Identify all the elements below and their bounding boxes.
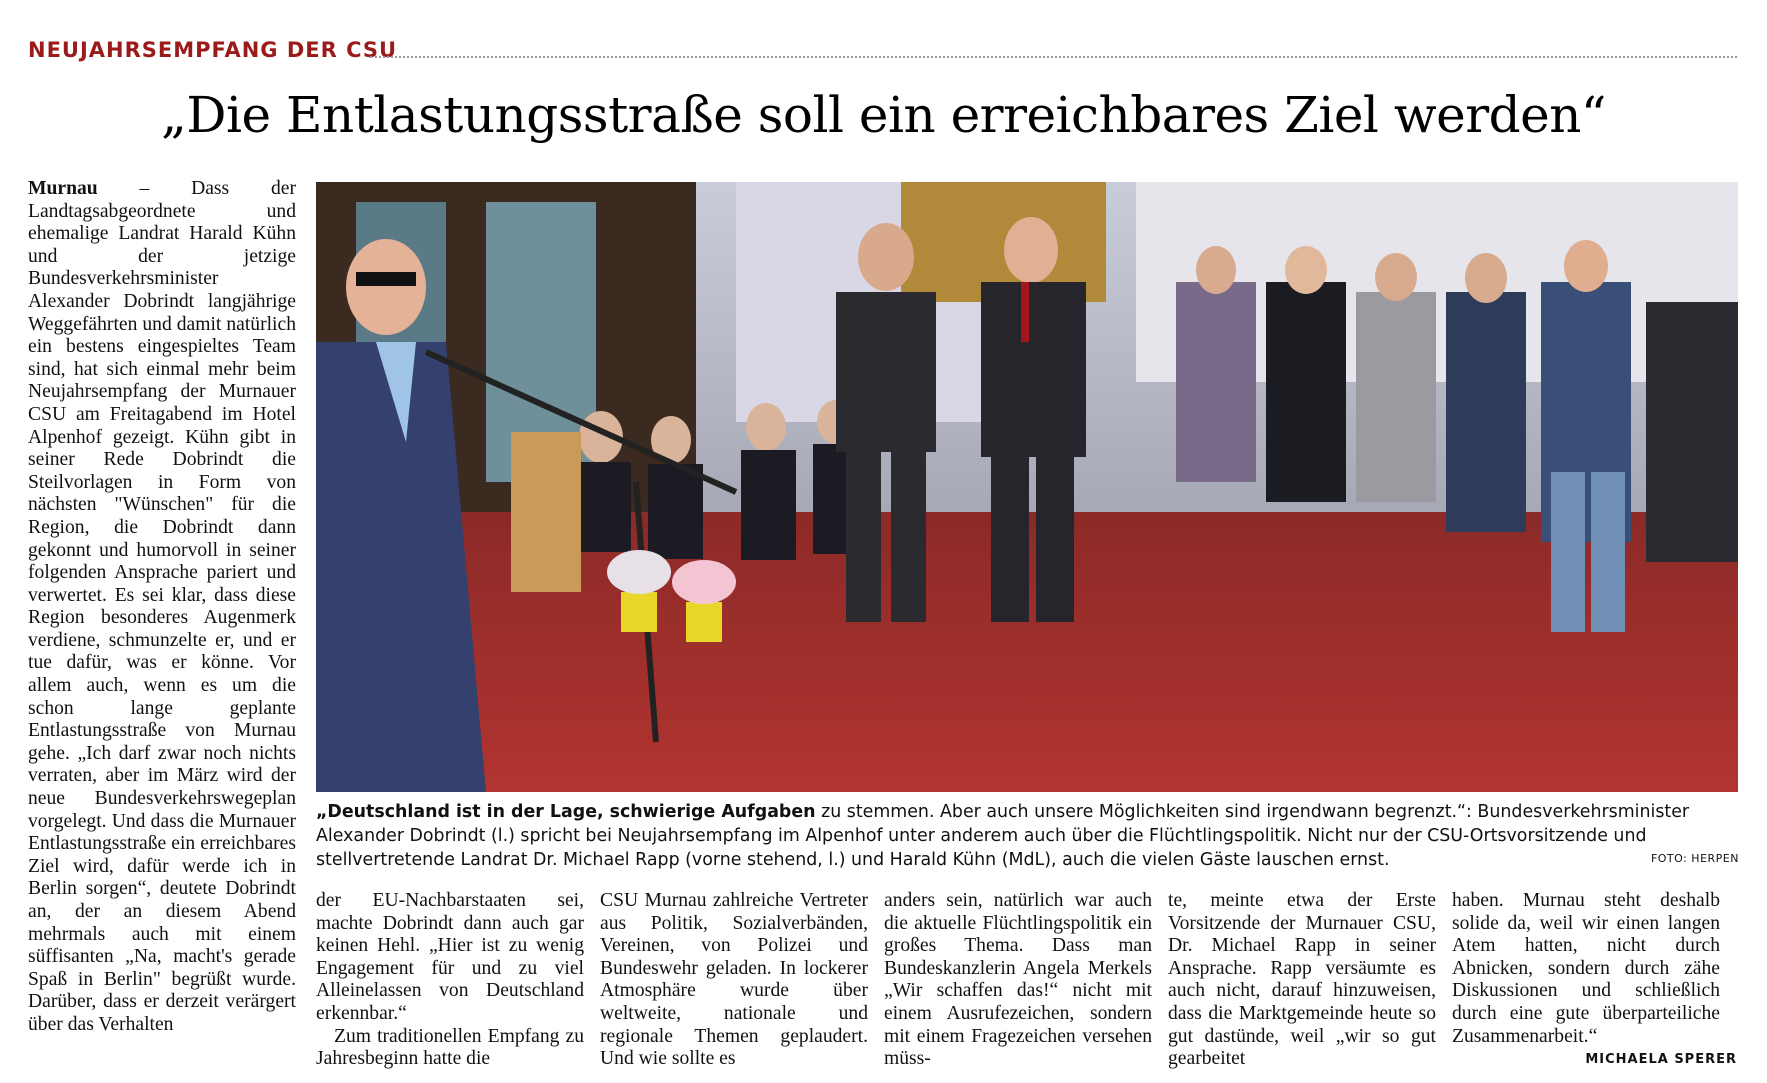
photo-credit: FOTO: HERPEN xyxy=(1650,852,1739,865)
column-5-text: te, meinte etwa der Erste Vorsitzende der Murnauer CSU, Dr. Michael Rapp in seiner Ansprache. Rapp versäumte es auch nicht, darauf hinzuweisen, dass die Marktgemeinde heute so gut dastünde, weil „wir so gut gearbeitet xyxy=(1168,890,1436,1070)
caption-quote: „Deutschland ist in der Lage, schwierige Aufgaben xyxy=(316,802,816,822)
article-column-2 xyxy=(316,890,584,1071)
photo-caption xyxy=(316,800,1738,872)
article-column-4 xyxy=(884,890,1152,1071)
column-4-text: anders sein, natürlich war auch die aktuelle Flüchtlingspolitik ein großes Thema. Dass man Bundeskanzlerin Angela Merkels „Wir schaffen das!“ nicht mit einem Ausrufezeichen, sondern mit einem Fragezeichen versehen müss- xyxy=(884,890,1152,1070)
dateline: Murnau xyxy=(28,178,98,199)
column-3-text: CSU Murnau zahlreiche Vertreter aus Politik, Sozialverbänden, Vereinen, von Polizei und Bundeswehr geladen. In lockerer Atmosphäre wurde über weltweite, nationale und regionale Themen geplaudert. Und wie sollte es xyxy=(600,890,868,1070)
kicker-rule xyxy=(370,56,1737,58)
caption-text: zu stemmen. Aber auch unsere Möglichkeiten sind irgendwann begrenzt.“: Bundesverkehrsminister Alexander Dobrindt (l.) spricht bei Neujahrsempfang im Alpenhof unter anderem auch über die Flüchtlingspolitik. Nicht nur der CSU-Ortsvorsitzende und stellvertretende Landrat Dr. Michael Rapp (vorne stehend, l.) und Harald Kühn (MdL), auch die vielen Gäste lauschen ernst. xyxy=(316,802,1690,870)
column-1-text: – Dass der Landtagsabgeordnete und ehemalige Landrat Harald Kühn und der jetzige Bundesverkehrsminister Alexander Dobrindt langjährige Weggefährten und damit natürlich ein bestens eingespieltes Team sind, hat sich einmal mehr beim Neujahrsempfang der Murnauer CSU am Freitagabend im Hotel Alpenhof gezeigt. Kühn gibt in seiner Rede Dobrindt die Steilvorlagen in Form von nächsten "Wünschen" für die Region, die Dobrindt dann gekonnt und humorvoll in seiner folgenden Ansprache pariert und verwertet. Es sei klar, dass diese Region besonderes Augenmerk verdiene, schmunzelte er, und er tue dafür, was er könne. Vor allem auch, wenn es um die schon lange geplante Entlastungsstraße von Murnau gehe. „Ich darf zwar noch nichts verraten, aber im März wird der neue Bundesverkehrswegeplan vorgelegt. Und dass die Murnauer Entlastungsstraße ein erreichbares Ziel wird, dafür werde ich in Berlin sorgen“, deutete Dobrindt an, der an diesem Abend mehrmals auch mit einem süffisanten „Na, macht's gerade Spaß in Berlin" begrüßt wurde. Darüber, dass er derzeit verärgert über das Verhalten xyxy=(28,178,296,1035)
column-2-para-2: Zum traditionellen Empfang zu Jahresbeginn hatte die xyxy=(316,1025,584,1070)
event-photo xyxy=(316,182,1738,792)
article-column-6 xyxy=(1452,890,1720,1048)
kicker: NEUJAHRSEMPFANG DER CSU xyxy=(28,38,398,62)
photo-illustration xyxy=(316,182,1738,792)
column-6-text: haben. Murnau steht deshalb solide da, weil wir einen langen Atem hatten, nicht durch Abnicken, sondern durch zähe Diskussionen und schließlich durch eine gute überparteiliche Zusammenarbeit.“ xyxy=(1452,890,1720,1047)
author-byline: MICHAELA SPERER xyxy=(1585,1052,1737,1067)
column-2-para-1: der EU-Nachbarstaaten sei, machte Dobrindt dann auch gar keinen Hehl. „Hier ist zu wenig Engagement für und zu viel Alleinelassen von Deutschland erkennbar.“ xyxy=(316,890,584,1024)
article-column-3 xyxy=(600,890,868,1071)
headline: „Die Entlastungsstraße soll ein erreichbares Ziel werden“ xyxy=(161,86,1606,144)
article-column-5 xyxy=(1168,890,1436,1071)
article-column-1 xyxy=(28,178,296,1037)
